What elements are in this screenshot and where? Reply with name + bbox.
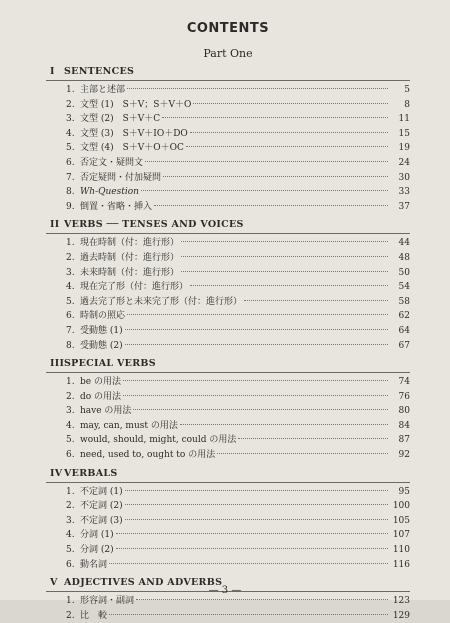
entry-number: 3. <box>66 515 75 526</box>
entry-number: 5. <box>66 545 75 556</box>
toc-entry <box>46 499 410 514</box>
dot-leader <box>123 380 388 381</box>
entry-title: 分詞 (1) <box>80 530 114 541</box>
entry-title: need, used to, ought to の用法 <box>80 450 216 461</box>
entry-title: would, should, might, could の用法 <box>80 435 237 446</box>
entry-number: 9. <box>66 201 75 212</box>
section-rule <box>46 482 410 483</box>
toc-entry <box>46 127 410 142</box>
entry-title: 文型 (2) S＋V＋C <box>80 114 161 125</box>
entry-title: 過去時制（付：進行形） <box>80 252 180 263</box>
entry-title: 倒置・省略・挿入 <box>80 201 153 212</box>
toc-entry <box>46 543 410 558</box>
toc-entry <box>46 83 410 98</box>
entry-number: 2. <box>66 610 75 621</box>
dot-leader <box>109 614 388 615</box>
entry-title: be の用法 <box>80 377 121 388</box>
toc-entry <box>46 295 410 310</box>
entry-page-number: 8 <box>404 99 410 110</box>
entry-page-number: 11 <box>398 114 410 125</box>
entry-number: 1. <box>66 377 75 388</box>
toc-entry <box>46 309 410 324</box>
section-title: SPECIAL VERBS <box>64 358 156 370</box>
section-rule <box>46 80 410 81</box>
dot-leader <box>123 395 388 396</box>
entry-page-number: 58 <box>398 296 410 307</box>
entry-title: 不定詞 (2) <box>80 501 123 512</box>
toc-entry <box>46 404 410 419</box>
entry-title: 分詞 (2) <box>80 545 114 556</box>
dot-leader <box>193 103 388 104</box>
dot-leader <box>238 438 388 439</box>
entry-title: do の用法 <box>80 391 122 402</box>
section-number: I <box>50 66 55 77</box>
toc-entry <box>46 324 410 339</box>
section-rule <box>46 372 410 373</box>
dot-leader <box>127 314 388 315</box>
section-heading <box>46 65 410 79</box>
entry-title: 文型 (3) S＋V＋IO＋DO <box>80 128 188 139</box>
section-title: SENTENCES <box>64 66 135 77</box>
section-heading <box>46 357 410 371</box>
entry-page-number: 64 <box>398 325 410 336</box>
entry-number: 6. <box>66 157 75 168</box>
toc-entry <box>46 171 410 186</box>
entry-number: 4. <box>66 530 75 541</box>
entry-title: 不定詞 (3) <box>80 515 123 526</box>
entry-page-number: 80 <box>398 406 410 417</box>
entry-page-number: 95 <box>398 486 410 497</box>
entry-number: 7. <box>66 325 75 336</box>
entry-number: 1. <box>66 85 75 95</box>
dot-leader <box>116 548 388 549</box>
entry-page-number: 116 <box>392 559 410 570</box>
dot-leader <box>190 132 388 133</box>
entry-number: 5. <box>66 296 75 307</box>
dot-leader <box>116 533 388 534</box>
entry-title: 過去完了形と未来完了形（付：進行形） <box>80 296 243 307</box>
toc-entry <box>46 200 410 215</box>
entry-title: 文型 (1) S＋V；S＋V＋O <box>80 99 192 110</box>
section-rule <box>46 233 410 234</box>
entry-page-number: 62 <box>398 311 410 322</box>
entry-number: 6. <box>66 559 75 570</box>
entry-page-number: 24 <box>398 157 410 168</box>
entry-number: 5. <box>66 435 75 446</box>
entry-title: 形容詞・副詞 <box>80 596 135 607</box>
dot-leader <box>181 271 388 272</box>
entry-number: 8. <box>66 187 75 198</box>
entry-number: 2. <box>66 501 75 512</box>
page-title: CONTENTS <box>186 21 270 36</box>
toc-entry <box>46 448 410 463</box>
entry-page-number: 33 <box>398 187 410 198</box>
dot-leader <box>162 117 388 118</box>
toc-entry <box>46 185 410 200</box>
toc-entry <box>46 266 410 281</box>
entry-title: 未来時制（付：進行形） <box>80 267 180 278</box>
dot-leader <box>181 241 388 242</box>
section-heading <box>46 467 410 481</box>
entry-number: 6. <box>66 450 75 461</box>
table-of-contents <box>46 65 410 623</box>
entry-title: 現在完了形（付：進行形） <box>80 282 189 293</box>
entry-page-number: 67 <box>398 340 410 351</box>
dot-leader <box>217 453 388 454</box>
toc-entry <box>46 251 410 266</box>
entry-number: 3. <box>66 406 75 417</box>
toc-entry <box>46 514 410 529</box>
toc-entry <box>46 280 410 295</box>
dot-leader <box>180 424 388 425</box>
section-number: IV <box>50 467 63 479</box>
dot-leader <box>244 300 388 301</box>
entry-title: have の用法 <box>80 406 132 417</box>
entry-number: 3. <box>66 114 75 125</box>
dot-leader <box>186 146 388 147</box>
dot-leader <box>190 285 388 286</box>
entry-page-number: 76 <box>398 391 410 402</box>
entry-number: 8. <box>66 340 75 351</box>
entry-page-number: 74 <box>398 377 410 388</box>
entry-number: 4. <box>66 420 75 431</box>
entry-title: 比 較 <box>80 610 108 621</box>
entry-title: 動名詞 <box>80 559 108 570</box>
entry-page-number: 19 <box>398 143 410 154</box>
entry-title: 受動態 (2) <box>80 340 123 351</box>
dot-leader <box>141 190 388 191</box>
toc-entry <box>46 339 410 354</box>
page-number: — 3 — <box>208 585 242 596</box>
section-number: III <box>50 358 65 370</box>
entry-title: 不定詞 (1) <box>80 486 123 497</box>
entry-title: 否定文・疑問文 <box>80 157 144 168</box>
entry-number: 7. <box>66 172 75 183</box>
dot-leader <box>125 504 388 505</box>
entry-page-number: 100 <box>392 501 410 512</box>
section-title: VERBALS <box>64 467 118 479</box>
entry-number: 2. <box>66 252 75 263</box>
dot-leader <box>125 490 388 491</box>
entry-title: 文型 (4) S＋V＋O＋OC <box>80 143 184 154</box>
entry-page-number: 123 <box>392 596 410 607</box>
toc-entry <box>46 390 410 405</box>
entry-number: 1. <box>66 238 75 249</box>
entry-page-number: 92 <box>398 450 410 461</box>
toc-entry <box>46 433 410 448</box>
entry-number: 4. <box>66 282 75 293</box>
toc-entry <box>46 558 410 573</box>
entry-title: Wh-Question <box>80 187 139 198</box>
entry-title: 現在時制（付：進行形） <box>80 238 180 249</box>
entry-page-number: 37 <box>398 201 410 212</box>
toc-entry <box>46 594 410 609</box>
section-title: ADJECTIVES AND ADVERBS <box>64 577 223 589</box>
dot-leader <box>109 563 388 564</box>
entry-title: 主部と述部 <box>80 85 126 95</box>
entry-page-number: 84 <box>398 420 410 431</box>
dot-leader <box>125 344 388 345</box>
entry-number: 2. <box>66 99 75 110</box>
entry-title: may, can, must の用法 <box>80 420 178 431</box>
entry-number: 1. <box>66 486 75 497</box>
toc-entry <box>46 528 410 543</box>
section-title: VERBS ── TENSES AND VOICES <box>64 219 244 231</box>
toc-entry <box>46 98 410 113</box>
entry-title: 時制の照応 <box>80 311 126 322</box>
entry-number: 5. <box>66 143 75 154</box>
entry-number: 1. <box>66 596 75 607</box>
entry-page-number: 30 <box>398 172 410 183</box>
toc-entry <box>46 236 410 251</box>
entry-page-number: 107 <box>392 530 410 541</box>
dot-leader <box>133 409 388 410</box>
section-number: V <box>50 577 58 589</box>
entry-page-number: 110 <box>392 545 410 556</box>
entry-number: 2. <box>66 391 75 402</box>
section-number: II <box>50 219 60 231</box>
dot-leader <box>181 256 388 257</box>
section-heading <box>46 218 410 232</box>
toc-entry <box>46 156 410 171</box>
entry-page-number: 48 <box>398 252 410 263</box>
entry-page-number: 44 <box>398 238 410 249</box>
entry-title: 受動態 (1) <box>80 325 123 336</box>
dot-leader <box>145 161 388 162</box>
toc-entry <box>46 609 410 623</box>
entry-number: 4. <box>66 128 75 139</box>
entry-page-number: 5 <box>404 85 410 95</box>
dot-leader <box>127 88 388 89</box>
part-title: Part One <box>203 47 253 60</box>
toc-entry <box>46 141 410 156</box>
toc-entry <box>46 419 410 434</box>
entry-page-number: 15 <box>398 128 410 139</box>
entry-page-number: 50 <box>398 267 410 278</box>
dot-leader <box>125 519 388 520</box>
toc-entry <box>46 112 410 127</box>
entry-number: 3. <box>66 267 75 278</box>
entry-page-number: 105 <box>392 515 410 526</box>
dot-leader <box>125 329 388 330</box>
toc-entry <box>46 485 410 500</box>
entry-title: 否定疑問・付加疑問 <box>80 172 162 183</box>
dot-leader <box>163 176 388 177</box>
toc-entry <box>46 375 410 390</box>
entry-page-number: 87 <box>398 435 410 446</box>
entry-page-number: 129 <box>392 610 410 621</box>
dot-leader <box>154 205 388 206</box>
entry-number: 6. <box>66 311 75 322</box>
entry-page-number: 54 <box>398 282 410 293</box>
